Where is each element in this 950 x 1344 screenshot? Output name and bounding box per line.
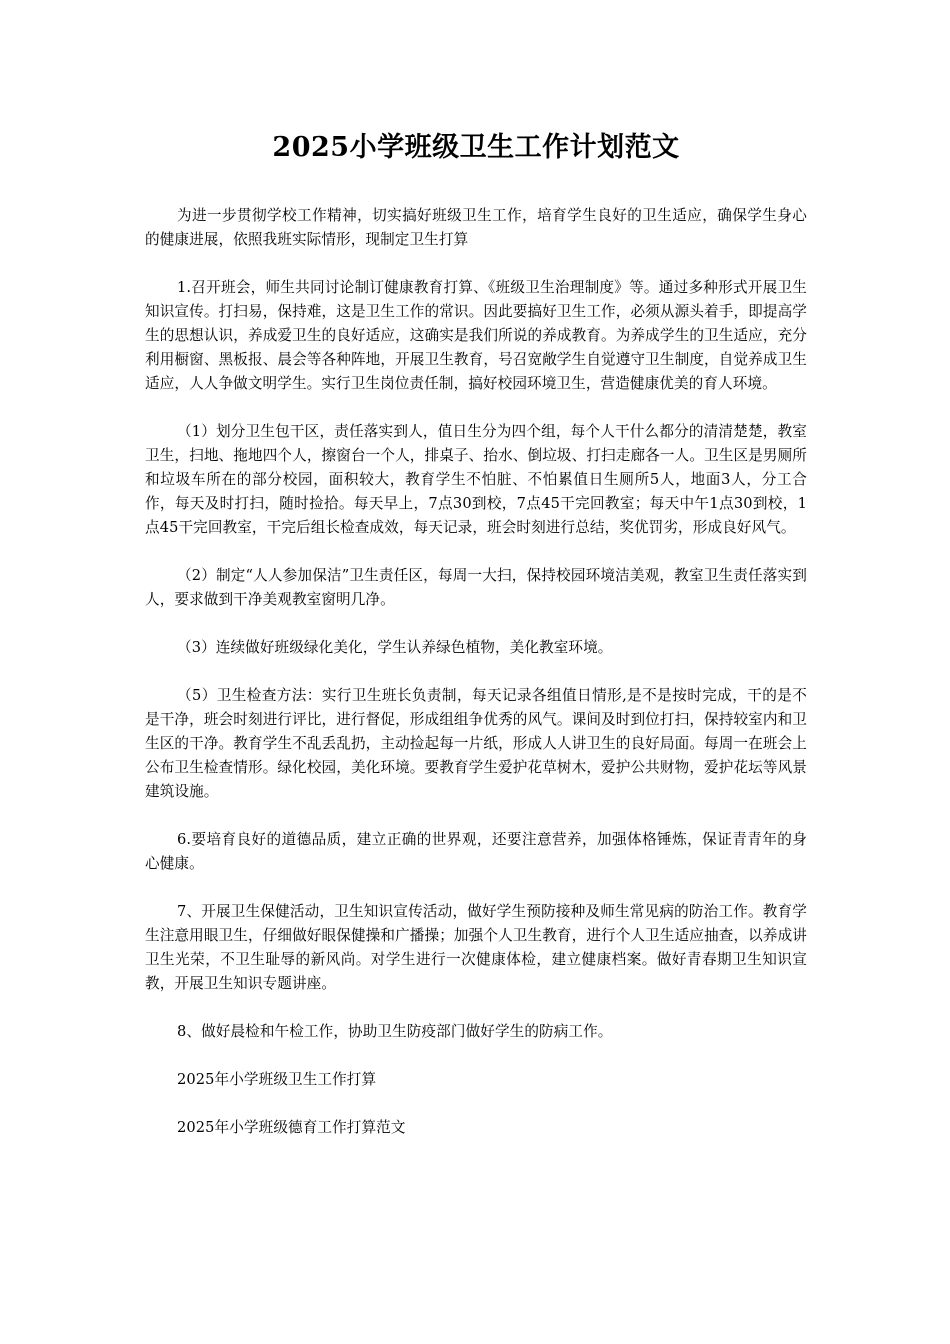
paragraph-subitem-2: （2）制定“人人参加保洁”卫生责任区，每周一大扫，保持校园环境洁美观，教室卫生责任落实到人，要求做到干净美观教室窗明几净。 [145, 567, 807, 608]
paragraph-item-7: 7、开展卫生保健活动，卫生知识宣传活动，做好学生预防接种及师生常见病的防治工作。教育学生注意用眼卫生，仔细做好眼保健操和广播操；加强个人卫生教育，进行个人卫生适应抽查，以养成讲卫生光荣，不卫生耻辱的新风尚。对学生进行一次健康体检，建立健康档案。做好青春期卫生知识宣教，开展卫生知识专题讲座。 [145, 903, 807, 992]
document-page [145, 128, 807, 1164]
paragraph-item-8: 8、做好晨检和午检工作，协助卫生防疫部门做好学生的防病工作。 [177, 1023, 613, 1040]
document-title: 2025小学班级卫生工作计划范文 [272, 132, 680, 163]
paragraph-item-1: 1.召开班会，师生共同讨论制订健康教育打算、《班级卫生治理制度》等。通过多种形式开展卫生知识宣传。打扫易，保持难，这是卫生工作的常识。因此要搞好卫生工作，必须从源头着手，即提高学生的思想认识，养成爱卫生的良好适应，这确实是我们所说的养成教育。为养成学生的卫生适应，充分利用橱窗、黑板报、晨会等各种阵地，开展卫生教育，号召宽敞学生自觉遵守卫生制度，自觉养成卫生适应，人人争做文明学生。实行卫生岗位责任制，搞好校园环境卫生，营造健康优美的育人环境。 [145, 279, 807, 392]
paragraph-subitem-5: （5）卫生检查方法：实行卫生班长负责制，每天记录各组值日情形,是不是按时完成，干的是不是干净，班会时刻进行评比，进行督促，形成组组争优秀的风气。课间及时到位打扫，保持较室内和卫生区的干净。教育学生不乱丢乱扔，主动捡起每一片纸，形成人人讲卫生的良好局面。每周一在班会上公布卫生检查情形。绿化校园，美化环境。要教育学生爱护花草树木，爱护公共财物，爱护花坛等风景建筑设施。 [145, 687, 807, 800]
paragraph-subitem-1: （1）划分卫生包干区，责任落实到人，值日生分为四个组，每个人干什么都分的清清楚楚，教室卫生，扫地、拖地四个人，擦窗台一个人，排桌子、抬水、倒垃圾、打扫走廊各一人。卫生区是男厕所和垃圾车所在的部分校园，面积较大，教育学生不怕脏、不怕累值日生厕所5人，地面3人，分工合作，每天及时打扫，随时捡拾。每天早上，7点30到校，7点45干完回教室；每天中午1点30到校，1点45干完回教室，干完后组长检查成效，每天记录，班会时刻进行总结，奖优罚劣，形成良好风气。 [145, 423, 807, 536]
paragraph-subitem-3: （3）连续做好班级绿化美化，学生认养绿色植物，美化教室环境。 [177, 639, 613, 656]
paragraph-item-6: 6.要培育良好的道德品质，建立正确的世界观，还要注意营养，加强体格锤炼，保证青青年的身心健康。 [145, 831, 807, 872]
paragraph-intro: 为进一步贯彻学校工作精神，切实搞好班级卫生工作，培育学生良好的卫生适应，确保学生身心的健康进展，依照我班实际情形，现制定卫生打算 [145, 207, 807, 248]
related-title-1: 2025年小学班级卫生工作打算 [177, 1071, 377, 1088]
related-title-2: 2025年小学班级德育工作打算范文 [177, 1119, 406, 1136]
